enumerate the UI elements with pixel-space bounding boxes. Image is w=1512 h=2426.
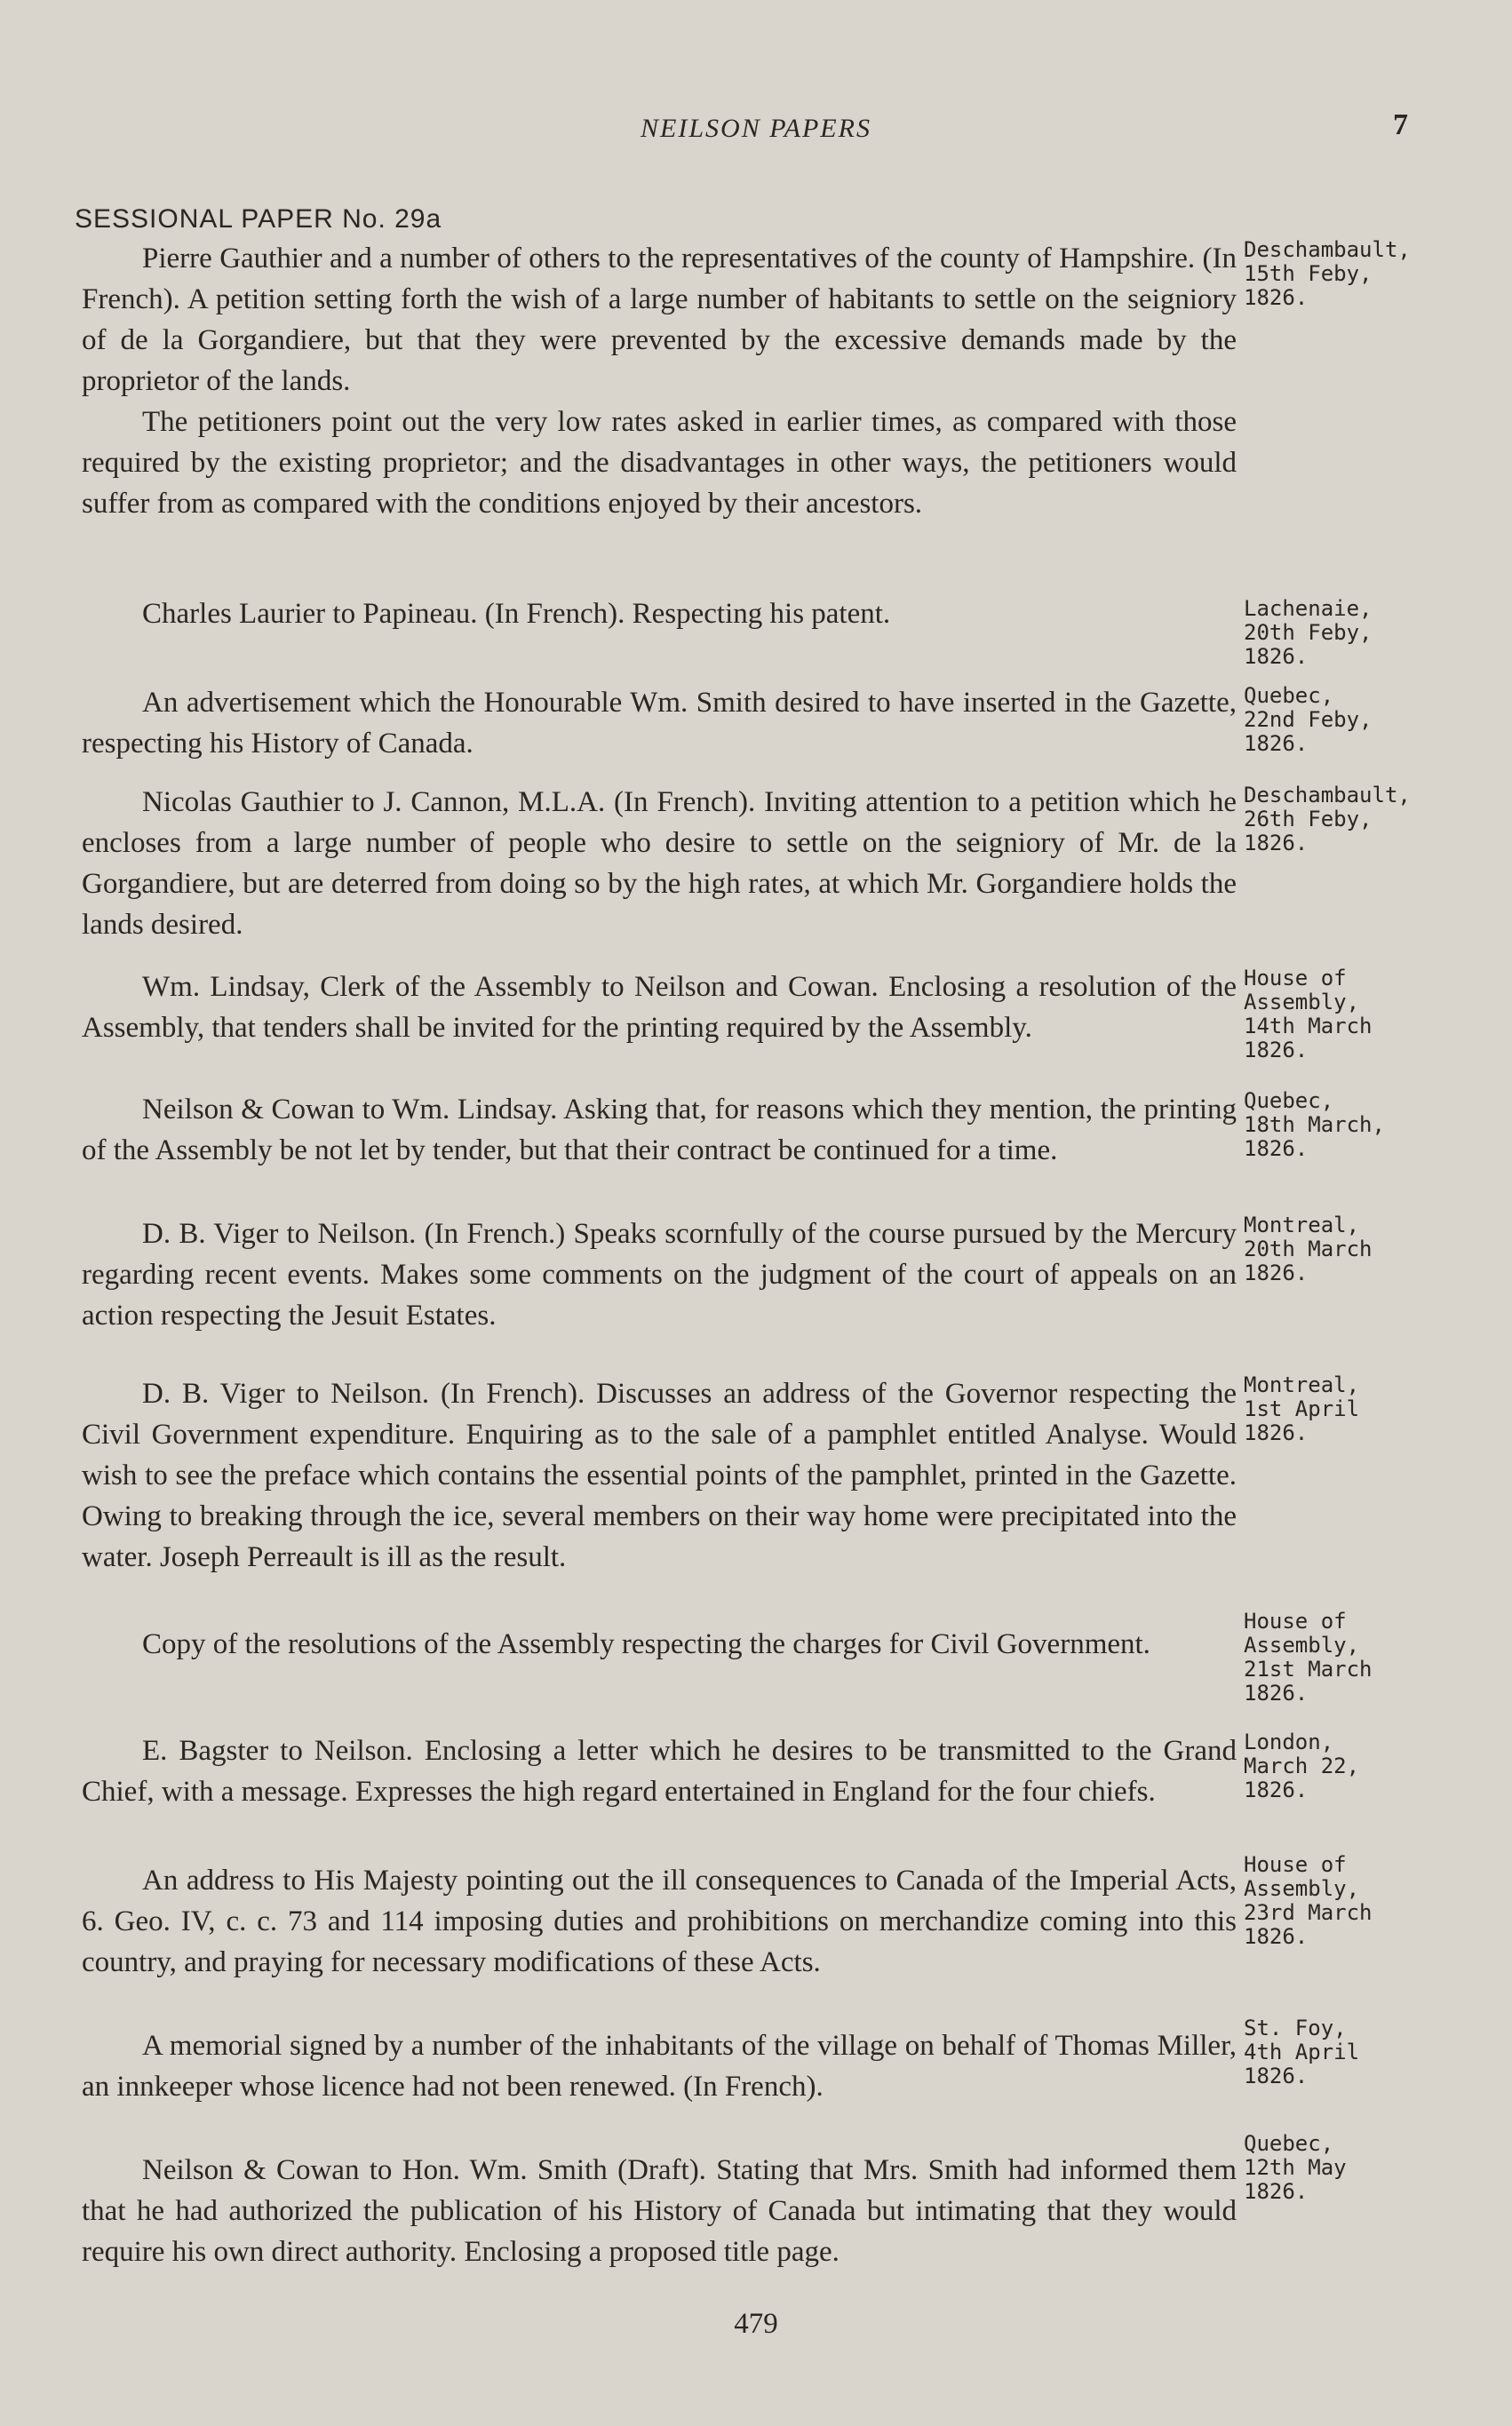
running-title: NEILSON PAPERS (641, 114, 871, 143)
entry-text (82, 1860, 1237, 1983)
entry-text (82, 238, 1237, 524)
entry-text (82, 966, 1237, 1048)
entry-text (82, 1089, 1237, 1171)
entry-text (82, 782, 1237, 945)
entry-paragraph: D. B. Viger to Neilson. (In French.) Speaks scornfully of the course pursued by the Mercury regarding recent events. Makes some comments on the judgment of the court of appeals on an action respecting the Jesuit Estates. (82, 1218, 1237, 1332)
entry-paragraph: Copy of the resolutions of the Assembly respecting the charges for Civil Government. (142, 1628, 1150, 1660)
margin-place-date: Quebec, 18th March, 1826. (1244, 1088, 1385, 1161)
margin-place-date: Deschambault, 15th Feby, 1826. (1244, 237, 1411, 310)
folio-number: 479 (734, 2308, 778, 2340)
entry-text (82, 1373, 1237, 1578)
margin-place-date: House of Assembly, 23rd March 1826. (1244, 1852, 1373, 1949)
entry-paragraph: An advertisement which the Honourable Wm. Smith desired to have inserted in the Gazette, respecting his History of Canada. (82, 687, 1237, 760)
entry-paragraph: An address to His Majesty pointing out the ill consequences to Canada of the Imperial Acts, 6. Geo. IV, c. c. 73 and 114 imposing duties and prohibitions on merchandize coming into this country, and praying for necessary modifications of these Acts. (82, 1865, 1237, 1978)
margin-place-date: Deschambault, 26th Feby, 1826. (1244, 783, 1411, 855)
entry-text (82, 1730, 1237, 1812)
margin-place-date: House of Assembly, 14th March 1826. (1244, 966, 1373, 1062)
margin-place-date: St. Foy, 4th April 1826. (1244, 2016, 1360, 2088)
page-number: 7 (1393, 108, 1408, 141)
margin-place-date: Quebec, 12th May 1826. (1244, 2131, 1347, 2204)
entry-text (82, 593, 1237, 634)
entry-text (82, 2025, 1237, 2107)
entry-text (82, 2150, 1237, 2272)
margin-place-date: Montreal, 20th March 1826. (1244, 1213, 1373, 1285)
margin-place-date: Montreal, 1st April 1826. (1244, 1372, 1360, 1445)
entry-paragraph: Neilson & Cowan to Hon. Wm. Smith (Draft). Stating that Mrs. Smith had informed them that he had authorized the publication of his History of Canada but intimating that they would require his own direct authority. Enclosing a proposed title page. (82, 2154, 1237, 2268)
entry-paragraph: Nicolas Gauthier to J. Cannon, M.L.A. (In French). Inviting attention to a petition which he encloses from a large number of people who desire to settle on the seigniory of Mr. de la Gorgandiere, but are deterred from doing so by the high rates, at which Mr. Gorgandiere holds the lands desired. (82, 786, 1237, 941)
entry-paragraph: Wm. Lindsay, Clerk of the Assembly to Neilson and Cowan. Enclosing a resolution of the Assembly, that tenders shall be invited for the printing required by the Assembly. (82, 971, 1237, 1044)
entry-paragraph: Pierre Gauthier and a number of others to the representatives of the county of Hampshire. (In French). A petition setting forth the wish of a large number of habitants to settle on the seigniory of de la Gorgandiere, but that they were prevented by the excessive demands made by the proprietor of the lands. (82, 243, 1237, 397)
entry-paragraph: D. B. Viger to Neilson. (In French). Discusses an address of the Governor respecting the Civil Government expenditure. Enquiring as to the sale of a pamphlet entitled Analyse. Would wish to see the preface which contains the essential points of the pamphlet, printed in the Gazette. Owing to breaking through the ice, several members on their way home were precipitated into the water. Joseph Perreault is ill as the result. (82, 1378, 1237, 1573)
margin-place-date: London, March 22, 1826. (1244, 1730, 1360, 1802)
entry-paragraph: A memorial signed by a number of the inhabitants of the village on behalf of Thomas Miller, an innkeeper whose licence had not been renewed. (In French). (82, 2030, 1237, 2103)
entry-paragraph: Charles Laurier to Papineau. (In French). Respecting his patent. (142, 598, 891, 630)
margin-place-date: Quebec, 22nd Feby, 1826. (1244, 683, 1373, 756)
sessional-paper-label: SESSIONAL PAPER No. 29a (75, 204, 442, 234)
entry-text (82, 1213, 1237, 1336)
margin-place-date: Lachenaie, 20th Feby, 1826. (1244, 596, 1373, 669)
margin-place-date: House of Assembly, 21st March 1826. (1244, 1609, 1373, 1706)
entry-paragraph: E. Bagster to Neilson. Enclosing a letter which he desires to be transmitted to the Grand Chief, with a message. Expresses the high regard entertained in England for the four chiefs. (82, 1735, 1237, 1808)
entry-paragraph: The petitioners point out the very low rates asked in earlier times, as compared with those required by the existing proprietor; and the disadvantages in other ways, the petitioners would suffer from as compared with the conditions enjoyed by their ancestors. (82, 406, 1237, 520)
entry-text (82, 682, 1237, 764)
entry-paragraph: Neilson & Cowan to Wm. Lindsay. Asking that, for reasons which they mention, the printing of the Assembly be not let by tender, but that their contract be continued for a time. (82, 1094, 1237, 1166)
entry-text (82, 1624, 1237, 1665)
